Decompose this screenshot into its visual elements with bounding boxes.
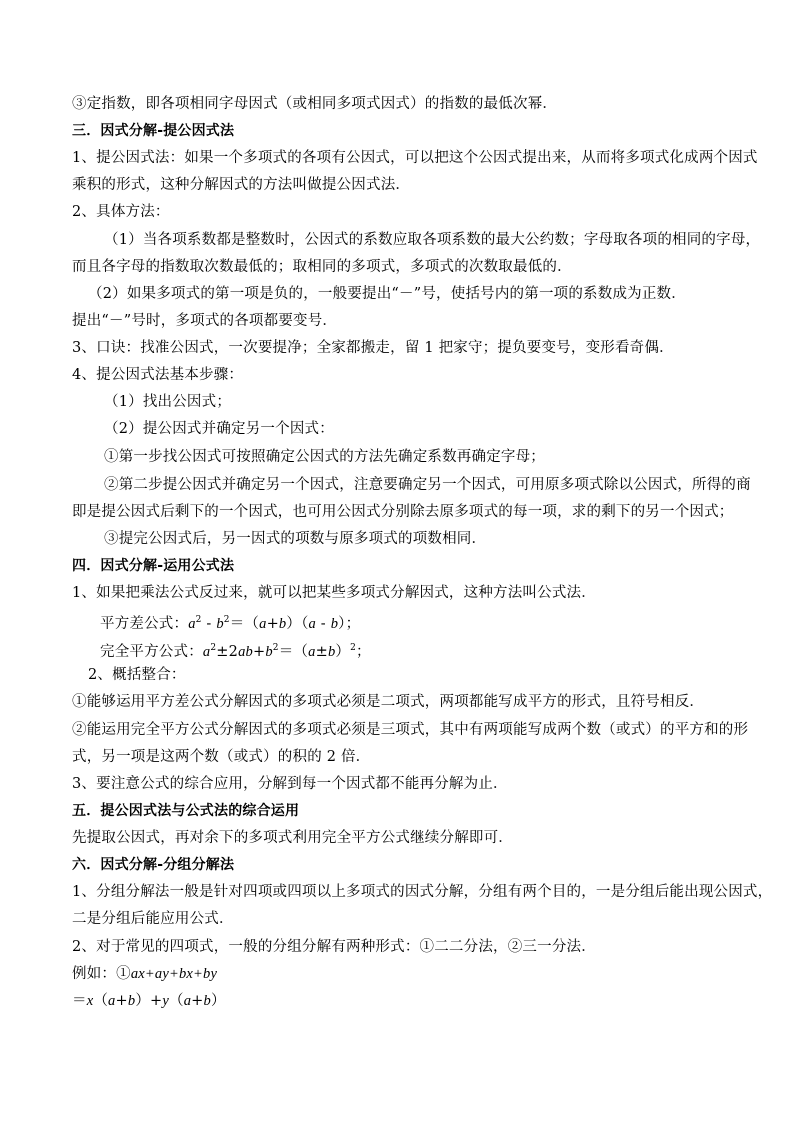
text-line: 而且各字母的指数取次数最低的；取相同的多项式，多项式的次数取最低的． <box>72 259 572 275</box>
text-line: 2、对于常见的四项式，一般的分组分解有两种形式：①二二分法，②三一分法． <box>72 939 596 955</box>
section-heading: 四．因式分解-运用公式法 <box>72 558 235 574</box>
text-line: 1、提公因式法：如果一个多项式的各项有公因式，可以把这个公因式提出来，从而将多项式化成两个因式 <box>72 150 758 166</box>
text-line: 即是提公因式后剩下的一个因式，也可用公因式分别除去原多项式的每一项，求的剩下的另一个因式； <box>72 504 734 520</box>
text-line: ②能运用完全平方公式分解因式的多项式必须是三项式，其中有两项能写成两个数（或式）的平方和的形 <box>72 722 749 738</box>
text-line: （1）找出公因式； <box>104 394 232 410</box>
formula-perfect-square: 完全平方公式：$a^2\pm 2ab+b^2=(a\pm b)^2$； <box>100 643 371 660</box>
text-line: （1）当各项系数都是整数时，公因式的系数应取各项系数的最大公约数；字母取各项的相同的字母， <box>104 232 761 248</box>
text-line: ①第一步找公因式可按照确定公因式的方法先确定系数再确定字母； <box>104 449 545 465</box>
section-heading: 五．提公因式法与公式法的综合运用 <box>72 803 300 819</box>
text-line: ②第二步提公因式并确定另一个因式，注意要确定另一个因式，可用原多项式除以公因式，所得的商 <box>104 477 751 493</box>
text-line: 乘积的形式，这种分解因式的方法叫做提公因式法． <box>72 177 411 193</box>
section-heading: 六．因式分解-分组分解法 <box>72 857 235 873</box>
text-line: 式，另一项是这两个数（或式）的积的 2 倍． <box>72 749 371 765</box>
text-line: 2、概括整合： <box>88 667 186 683</box>
text-line: （2）如果多项式的第一项是负的，一般要提出“－”号，使括号内的第一项的系数成为正数． <box>88 286 686 302</box>
text-line: （2）提公因式并确定另一个因式： <box>104 421 334 437</box>
section-heading: 三．因式分解-提公因式法 <box>72 123 235 139</box>
text-line: 1、如果把乘法公式反过来，就可以把某些多项式分解因式，这种方法叫公式法． <box>72 585 596 601</box>
text-line: 3、口诀：找准公因式，一次要提净；全家都搬走，留 1 把家守；提负要变号，变形看奇偶． <box>72 340 674 356</box>
text-line: 4、提公因式法基本步骤： <box>72 367 244 383</box>
text-line: ③定指数，即各项相同字母因式（或相同多项式因式）的指数的最低次幂． <box>72 96 558 112</box>
text-line: 3、要注意公式的综合应用，分解到每一个因式都不能再分解为止． <box>72 776 508 792</box>
text-line: ③提完公因式后，另一因式的项数与原多项式的项数相同． <box>104 531 487 547</box>
text-line: 2、具体方法： <box>72 204 170 220</box>
text-line: ①能够运用平方差公式分解因式的多项式必须是二项式，两项都能写成平方的形式，且符号相反． <box>72 694 705 710</box>
text-line: 提出“－”号时，多项式的各项都要变号． <box>72 313 338 329</box>
example-line-2: ＝x（a+b）+y（a+b） <box>72 993 226 1009</box>
example-line-1: 例如：①ax+ay+bx+by <box>72 966 218 982</box>
text-line: 先提取公因式，再对余下的多项式利用完全平方公式继续分解即可． <box>72 830 513 846</box>
formula-difference-of-squares: 平方差公式：$a^2 - b^2=(a+b)(a - b)$； <box>100 615 361 632</box>
text-line: 二是分组后能应用公式． <box>72 911 234 927</box>
text-line: 1、分组分解法一般是针对四项或四项以上多项式的因式分解，分组有两个目的，一是分组后能出现公因式， <box>72 884 773 900</box>
